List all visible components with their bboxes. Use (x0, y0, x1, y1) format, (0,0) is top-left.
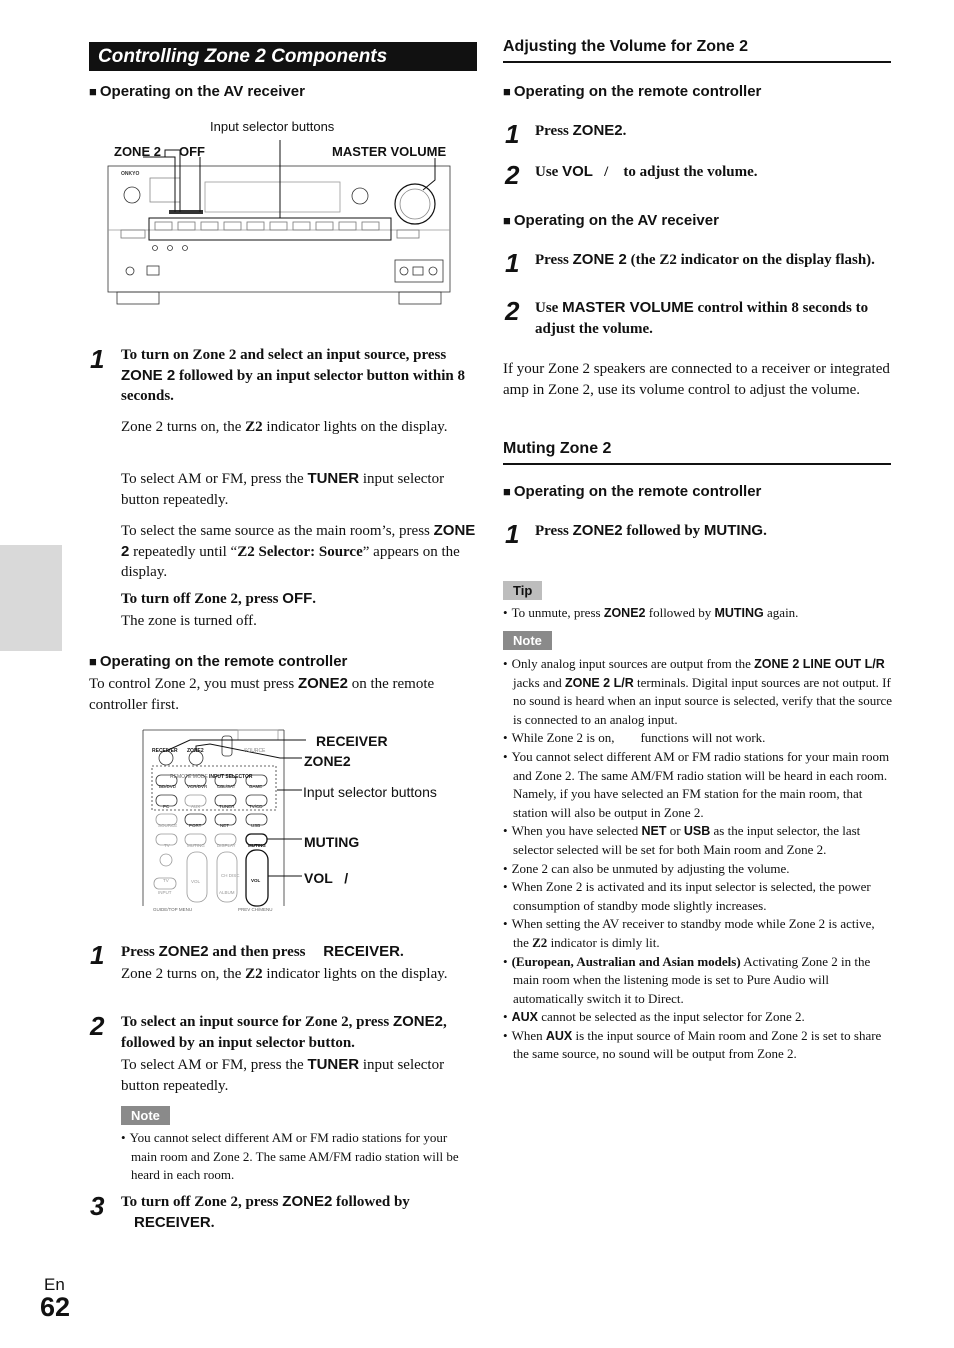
note-item: • (European, Australian and Asian models) Activating Zone 2 in the main room when the listening mode is set to Pure Audio will automatically switch it to Direct. (503, 953, 893, 1009)
note-item: • While Zone 2 is on, functions will not work. (503, 729, 893, 748)
section-title: Controlling Zone 2 Components (89, 42, 477, 71)
remote-prev-label: PREV CH/MENU (238, 907, 273, 912)
callout-off: OFF (179, 144, 205, 159)
step-text: To turn off Zone 2, press ZONE2 followed by RECEIVER. (121, 1193, 410, 1231)
remote-btn-source: SOURCE (244, 748, 266, 754)
paragraph: To select AM or FM, press the TUNER input selector button repeatedly. (121, 1056, 445, 1094)
callout-input-selector: Input selector buttons (210, 119, 335, 134)
callout-muting: MUTING (304, 834, 360, 850)
remote-key: PORT (189, 823, 202, 828)
remote-key: GAME (249, 784, 263, 789)
step-number: 1 (505, 248, 520, 278)
step-number: 3 (90, 1191, 105, 1221)
paragraph: To select the same source as the main room’s, press ZONE 2 repeatedly until “Z2 Selector: Source” appears on the display. (121, 522, 476, 580)
step-number: 1 (90, 344, 105, 374)
paragraph: To control Zone 2, you must press ZONE2 on the remote controller first. (89, 675, 435, 713)
step-text: Use MASTER VOLUME control within 8 seconds to adjust the volume. (535, 299, 869, 337)
step-text: Use VOL / to adjust the volume. (535, 163, 758, 180)
step-number: 1 (505, 119, 520, 149)
remote-key: TV/CD (249, 804, 263, 809)
step-text: To select an input source for Zone 2, press ZONE2, followed by an input selector button. (121, 1013, 447, 1051)
av-heading: ■ Operating on the AV receiver (503, 211, 719, 232)
note-item: • Zone 2 can also be unmuted by adjusting the volume. (503, 860, 893, 879)
note-item: • When Zone 2 is activated and its input selector is selected, the power consumption of standby mode slightly increases. (503, 878, 893, 915)
remote-vol-key: VOL (251, 878, 261, 883)
remote-btn-receiver: RECEIVER (152, 748, 178, 754)
step-number: 1 (90, 940, 105, 970)
remote-vol-small: VOL (191, 879, 201, 884)
remote-key: VCR/DVR (187, 784, 208, 789)
volume-section-title: Adjusting the Volume for Zone 2 (503, 37, 891, 63)
remote-heading: ■ Operating on the remote controller (89, 652, 347, 673)
language-label: En (44, 1275, 65, 1294)
step-number: 2 (90, 1011, 105, 1041)
remote-key: MUTING (187, 843, 205, 848)
callout-vol: VOL / (304, 870, 349, 886)
callout-zone2-remote: ZONE2 (304, 753, 351, 769)
note-item: • When AUX is the input source of Main room and Zone 2 is set to share the same source, no sound will be output from Zone 2. (503, 1027, 893, 1064)
remote-guide-label: GUIDE/TOP MENU (153, 907, 193, 912)
paragraph: If your Zone 2 speakers are connected to a receiver or integrated amp in Zone 2, use its volume control to adjust the volume. (503, 361, 890, 398)
note-list (503, 655, 893, 1064)
tip-list (503, 604, 893, 623)
av-heading: ■ Operating on the AV receiver (89, 82, 305, 103)
step-number: 2 (505, 160, 520, 190)
note-item: • You cannot select different AM or FM radio stations for your main room and Zone 2. The same AM/FM radio station will be heard in each room. Namely, if you have selected an FM station for the main room, that station will also be output in Zone 2. (503, 748, 893, 822)
remote-ch-label: CH DISC (221, 873, 240, 878)
remote-key: USB (251, 823, 261, 828)
paragraph: To turn off Zone 2, press OFF. (121, 590, 317, 607)
paragraph: Zone 2 turns on, the Z2 indicator lights on the display. (121, 419, 448, 435)
step-number: 1 (505, 519, 520, 549)
remote-heading: ■ Operating on the remote controller (503, 82, 761, 103)
remote-key: DISPLAY (217, 843, 236, 848)
callout-zone2: ZONE 2 (114, 144, 161, 159)
remote-input-label: INPUT (158, 890, 172, 895)
remote-key: TUNER (219, 804, 235, 809)
note-list (121, 1129, 471, 1185)
step-text: Press ZONE 2 (the Z2 indicator on the display flash). (535, 251, 875, 268)
brand-logo: ONKYO (121, 171, 140, 177)
step-text: Press ZONE2 followed by MUTING. (535, 522, 767, 539)
remote-key: PC (163, 804, 170, 809)
callout-master-volume: MASTER VOLUME (332, 144, 447, 159)
note-label: Note (503, 631, 552, 650)
note-item: • You cannot select different AM or FM radio stations for your main room and Zone 2. The same AM/FM radio station will be heard in each room. (121, 1129, 471, 1185)
callout-receiver: RECEIVER (316, 733, 388, 749)
step-text: Press ZONE2. (535, 122, 627, 139)
receiver-front-panel (105, 130, 455, 308)
callout-input-remote: Input selector buttons (303, 784, 437, 800)
note-item: • When you have selected NET or USB as the input selector, the last selector selected will be set for both Main room and Zone 2. (503, 822, 893, 859)
remote-heading: ■ Operating on the remote controller (503, 482, 761, 503)
muting-section-title: Muting Zone 2 (503, 439, 891, 465)
remote-key: CBL/SAT (217, 784, 236, 789)
step-text: Press ZONE2 and then press RECEIVER. (121, 943, 404, 960)
remote-key: TV (164, 843, 170, 848)
tip-label: Tip (503, 581, 542, 600)
input-selector-label: INPUT SELECTOR (209, 774, 253, 780)
remote-btn-zone2: ZONE2 (187, 748, 204, 754)
chapter-tab (0, 545, 62, 651)
remote-mode-label: REMOTE MODE (170, 774, 208, 780)
remote-key: MUTING (248, 843, 266, 848)
remote-key: AUX (191, 804, 201, 809)
note-item: • AUX cannot be selected as the input selector for Zone 2. (503, 1008, 893, 1027)
tip-item: • To unmute, press ZONE2 followed by MUTING again. (503, 604, 893, 623)
remote-album-label: ALBUM (219, 890, 235, 895)
remote-key: NET (220, 823, 229, 828)
remote-key: SOURCE (158, 823, 178, 828)
note-label: Note (121, 1106, 170, 1125)
step-text: To turn on Zone 2 and select an input source, press ZONE 2 followed by an input selector button within 8 seconds. (121, 347, 465, 404)
note-item: • Only analog input sources are output from the ZONE 2 LINE OUT L/R jacks and ZONE 2 L/R terminals. Digital input sources are not output. If no sound is heard when an input source is selected, verify that the source is connected to an analog input. (503, 655, 893, 729)
step-number: 2 (505, 296, 520, 326)
page-number: 62 (40, 1292, 71, 1322)
paragraph: The zone is turned off. (121, 613, 257, 629)
paragraph: To select AM or FM, press the TUNER input selector button repeatedly. (121, 470, 445, 508)
remote-tv-label: TV (163, 878, 169, 883)
remote-key: BD/DVD (159, 784, 177, 789)
note-item: • When setting the AV receiver to standby mode while Zone 2 is active, the Z2 indicator is dimly lit. (503, 915, 893, 952)
paragraph: Zone 2 turns on, the Z2 indicator lights on the display. (121, 966, 448, 982)
